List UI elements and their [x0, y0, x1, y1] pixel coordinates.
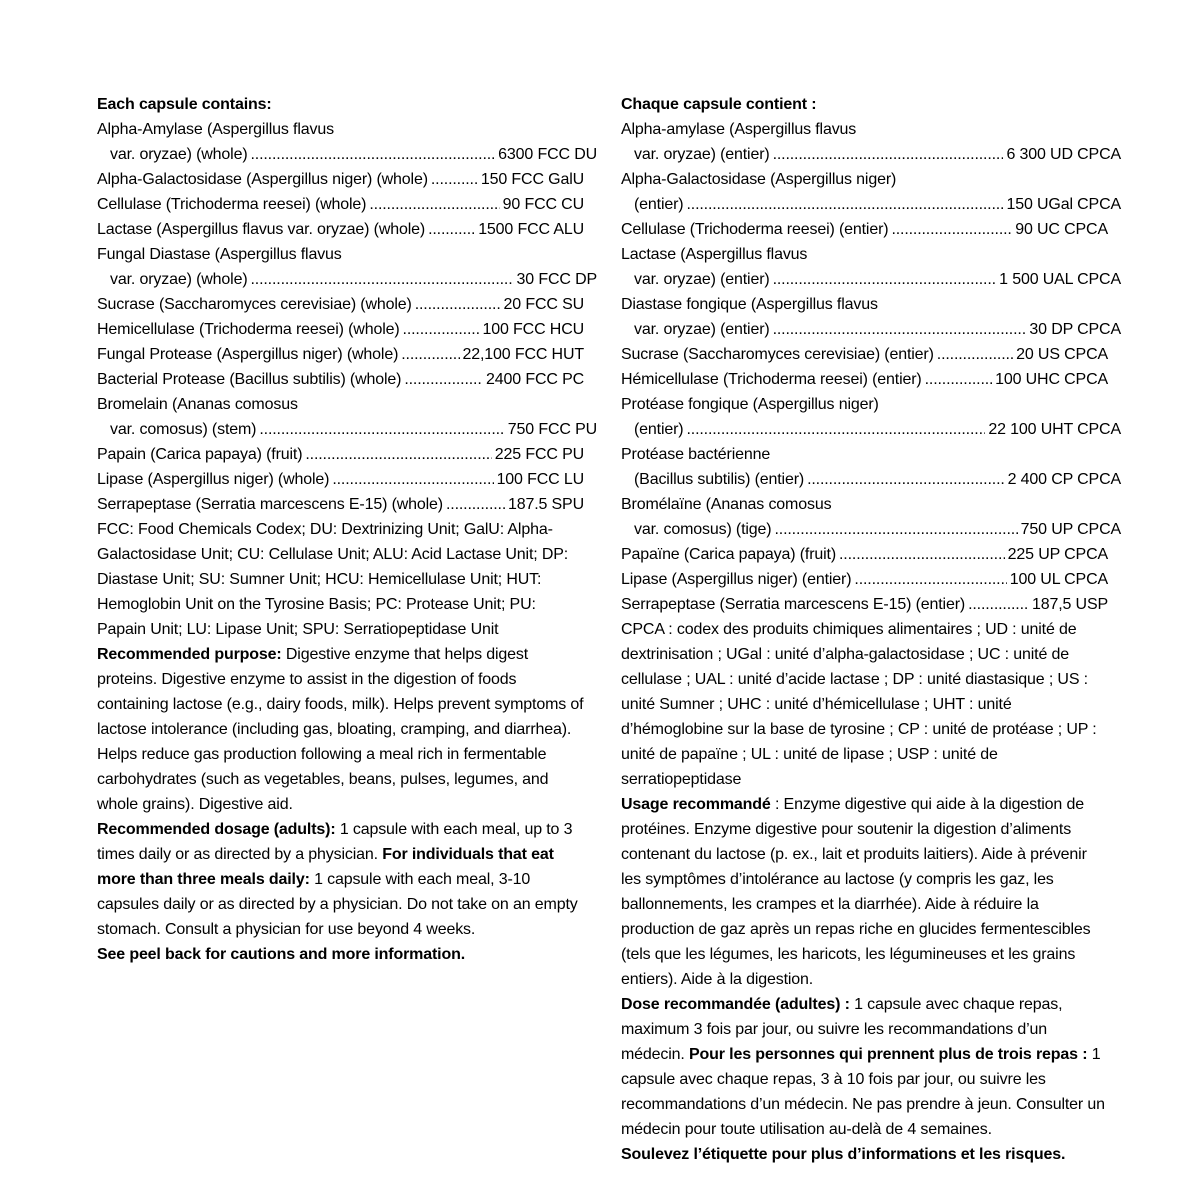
ingredient-name-line1: Alpha-Galactosidase (Aspergillus niger): [621, 171, 897, 188]
info-paragraph: [97, 642, 584, 817]
ingredient-value: 20 US CPCA: [1016, 346, 1108, 363]
ingredient-value: 100 UL CPCA: [1009, 571, 1108, 588]
dot-leader: [854, 567, 1006, 592]
ingredient-name: Hémicellulase (Trichoderma reesei) (entier): [621, 371, 922, 388]
dot-leader: [259, 417, 504, 442]
ingredient-value: 30 FCC DP: [516, 271, 597, 288]
ingredient-name: Serrapeptase (Serratia marcescens E-15) (entier): [621, 596, 966, 613]
ingredient-name-line1: Diastase fongique (Aspergillus flavus: [621, 296, 878, 313]
ingredient-name-line1: Alpha-amylase (Aspergillus flavus: [621, 121, 857, 138]
ingredient-value: 100 FCC HCU: [482, 321, 584, 338]
paragraph-bold-segment: See peel back for cautions and more information.: [97, 946, 465, 963]
ingredient-leader-line: [621, 467, 1121, 492]
ingredient-row: [621, 342, 1108, 367]
ingredient-name: var. oryzae) (entier): [634, 146, 770, 163]
ingredient-list-fr: [621, 117, 1121, 617]
paragraph-text-segment: Digestive enzyme that helps digest proteins. Digestive enzyme to assist in the digestion of foods containing lactose (e.g., dairy foods, milk). Helps prevent symptoms of lactose intolerance (including gas, bloating, cramping, and diarrhea). Helps reduce gas production following a meal rich in fermentable carbohydrates (such as vegetables, beans, pulses, legumes, and whole grains). Digestive aid.: [97, 646, 584, 813]
ingredient-value: 2 400 CP CPCA: [1007, 471, 1121, 488]
dot-leader: [305, 442, 491, 467]
ingredient-name-line1: Bromélaïne (Ananas comosus: [621, 496, 832, 513]
ingredient-leader-line: [621, 417, 1121, 442]
column-heading-fr: Chaque capsule contient :: [621, 96, 817, 113]
ingredient-name: Alpha-Galactosidase (Aspergillus niger) (whole): [97, 171, 428, 188]
paragraph-bold-segment: Pour les personnes qui prennent plus de trois repas :: [689, 1046, 1092, 1063]
info-paragraphs-fr: [621, 792, 1108, 1167]
ingredient-leader-line: [621, 567, 1108, 592]
ingredient-row: [621, 367, 1108, 392]
dot-leader: [686, 192, 1003, 217]
ingredient-name-line1: Protéase bactérienne: [621, 446, 771, 463]
ingredient-leader-line: [97, 342, 584, 367]
ingredient-row: [97, 292, 584, 317]
ingredient-row: [97, 342, 584, 367]
ingredient-name-line1: Protéase fongique (Aspergillus niger): [621, 396, 879, 413]
dot-leader: [775, 517, 1018, 542]
ingredient-name-line1: Bromelain (Ananas comosus: [97, 396, 298, 413]
paragraph-text-segment: 1 capsule with each meal, up to 3 times daily or as directed by a physician.: [97, 821, 573, 863]
ingredient-value: 1500 FCC ALU: [478, 221, 584, 238]
ingredient-row: [97, 467, 584, 492]
ingredient-value: 6 300 UD CPCA: [1006, 146, 1121, 163]
paragraph-text-segment: 1 capsule with each meal, 3-10 capsules daily or as directed by a physician. Do not take on an empty stomach. Consult a physician for use beyond 4 weeks.: [97, 871, 578, 938]
ingredient-row: [97, 192, 584, 217]
ingredient-row: [97, 217, 584, 242]
ingredient-row: [97, 392, 597, 442]
dot-leader: [807, 467, 1005, 492]
ingredient-row: [97, 442, 584, 467]
dot-leader: [251, 267, 514, 292]
dot-leader: [431, 167, 478, 192]
dot-leader: [937, 342, 1013, 367]
ingredient-leader-line: [621, 542, 1108, 567]
paragraph-bold-segment: Soulevez l’étiquette pour plus d’informations et les risques.: [621, 1146, 1066, 1163]
ingredient-value: 100 FCC LU: [496, 471, 584, 488]
ingredient-leader-line: [97, 267, 597, 292]
ingredient-row: [621, 117, 1121, 167]
ingredient-leader-line: [97, 192, 584, 217]
ingredient-value: 225 UP CPCA: [1007, 546, 1108, 563]
dot-leader: [446, 492, 505, 517]
ingredient-row: [621, 592, 1108, 617]
ingredient-name: var. oryzae) (entier): [634, 321, 770, 338]
paragraph-bold-segment: Recommended purpose:: [97, 646, 286, 663]
paragraph-bold-segment: For individuals that eat more than three meals daily:: [97, 846, 554, 888]
ingredient-leader-line: [621, 217, 1108, 242]
dot-leader: [891, 217, 1012, 242]
ingredient-value: 150 UGal CPCA: [1006, 196, 1121, 213]
ingredient-row: [97, 317, 584, 342]
paragraph-bold-segment: Recommended dosage (adults):: [97, 821, 340, 838]
ingredient-leader-line: [97, 442, 584, 467]
ingredient-value: 20 FCC SU: [503, 296, 584, 313]
ingredient-name: Fungal Protease (Aspergillus niger) (whole): [97, 346, 399, 363]
ingredient-value: 22,100 FCC HUT: [462, 346, 584, 363]
ingredient-row: [621, 492, 1121, 542]
ingredient-row: [97, 367, 584, 392]
ingredient-leader-line: [97, 317, 584, 342]
ingredient-name: Cellulase (Trichoderma reesei) (whole): [97, 196, 367, 213]
paragraph-text-segment: 1 capsule avec chaque repas, maximum 3 fois par jour, ou suivre les recommandations d’un médecin.: [621, 996, 1063, 1063]
ingredient-row: [621, 567, 1108, 592]
ingredient-value: 100 UHC CPCA: [995, 371, 1108, 388]
ingredient-name: (entier): [634, 196, 684, 213]
ingredient-row: [97, 167, 584, 192]
ingredient-leader-line: [97, 467, 584, 492]
ingredient-leader-line: [97, 417, 597, 442]
column-heading-en: Each capsule contains:: [97, 96, 272, 113]
dot-leader: [925, 367, 992, 392]
ingredient-leader-line: [621, 142, 1121, 167]
ingredient-name: Lactase (Aspergillus flavus var. oryzae) (whole): [97, 221, 426, 238]
ingredient-value: 22 100 UHT CPCA: [988, 421, 1121, 438]
paragraph-bold-segment: Dose recommandée (adultes) :: [621, 996, 855, 1013]
ingredient-name: Papain (Carica papaya) (fruit): [97, 446, 303, 463]
dot-leader: [686, 417, 985, 442]
ingredient-value: 150 FCC GalU: [480, 171, 584, 188]
dot-leader: [415, 292, 501, 317]
ingredient-value: 1 500 UAL CPCA: [999, 271, 1121, 288]
dot-leader: [773, 317, 1027, 342]
ingredient-row: [621, 167, 1121, 217]
paragraph-text-segment: 1 capsule avec chaque repas, 3 à 10 fois par jour, ou suivre les recommandations d’un médecin. Ne pas prendre à jeun. Consulter un médecin pour toute utilisation au-delà de 4 semaines.: [621, 1046, 1105, 1138]
ingredient-name: Lipase (Aspergillus niger) (entier): [621, 571, 852, 588]
ingredient-leader-line: [621, 367, 1108, 392]
ingredient-name: Bacterial Protease (Bacillus subtilis) (whole): [97, 371, 402, 388]
paragraph-text-segment: : Enzyme digestive qui aide à la digestion de protéines. Enzyme digestive pour soutenir la digestion d’aliments contenant du lactose (p. ex., lait et produits laitiers). Aide à prévenir les symptômes d’intolérance au lactose (y compris les gaz, les ballonnements, les crampes et la diarrhée). Aide à réduire la production de gaz après un repas riche en glucides fermentescibles (tels que les légumes, les haricots, les légumineuses et les grains entiers). Aide à la digestion.: [621, 796, 1091, 988]
ingredient-leader-line: [97, 167, 584, 192]
ingredient-leader-line: [621, 267, 1121, 292]
ingredient-value: 225 FCC PU: [494, 446, 584, 463]
ingredient-name-line1: Alpha-Amylase (Aspergillus flavus: [97, 121, 334, 138]
dot-leader: [401, 342, 459, 367]
ingredient-row: [621, 442, 1121, 492]
ingredient-leader-line: [97, 367, 584, 392]
info-paragraph: [621, 792, 1108, 992]
ingredient-row: [621, 217, 1108, 242]
english-column: [97, 92, 597, 1167]
ingredient-name: Hemicellulase (Trichoderma reesei) (whole): [97, 321, 400, 338]
ingredient-value: 90 UC CPCA: [1015, 221, 1108, 238]
info-paragraph: [97, 817, 584, 942]
ingredient-leader-line: [621, 342, 1108, 367]
paragraph-bold-segment: Usage recommandé: [621, 796, 771, 813]
ingredient-leader-line: [621, 517, 1121, 542]
french-column: [621, 92, 1121, 1167]
ingredient-leader-line: [97, 292, 584, 317]
ingredient-name: var. oryzae) (entier): [634, 271, 770, 288]
dot-leader: [369, 192, 499, 217]
info-paragraph: [97, 942, 584, 967]
ingredient-value: 750 FCC PU: [507, 421, 597, 438]
ingredient-row: [621, 392, 1121, 442]
dot-leader: [968, 592, 1029, 617]
ingredient-leader-line: [97, 217, 584, 242]
ingredient-leader-line: [621, 317, 1121, 342]
ingredient-row: [621, 542, 1108, 567]
ingredient-name: var. oryzae) (whole): [110, 146, 248, 163]
dot-leader: [403, 317, 480, 342]
ingredient-value: 90 FCC CU: [502, 196, 584, 213]
label-columns: [97, 92, 1121, 1167]
ingredient-row: [97, 117, 597, 167]
dot-leader: [404, 367, 483, 392]
ingredient-row: [621, 242, 1121, 292]
ingredient-name: Papaïne (Carica papaya) (fruit): [621, 546, 837, 563]
info-paragraph: [621, 992, 1108, 1142]
ingredient-name: Sucrase (Saccharomyces cerevisiae) (whole): [97, 296, 412, 313]
ingredient-leader-line: [97, 142, 597, 167]
ingredient-value: 2400 FCC PC: [486, 371, 584, 388]
ingredient-name: Cellulase (Trichoderma reesei) (entier): [621, 221, 889, 238]
ingredient-name-line1: Fungal Diastase (Aspergillus flavus: [97, 246, 342, 263]
ingredient-name-line1: Lactase (Aspergillus flavus: [621, 246, 808, 263]
ingredient-name: (Bacillus subtilis) (entier): [634, 471, 805, 488]
ingredient-name: Sucrase (Saccharomyces cerevisiae) (entier): [621, 346, 934, 363]
ingredient-name: var. oryzae) (whole): [110, 271, 248, 288]
ingredient-value: 187.5 SPU: [507, 496, 584, 513]
info-paragraphs-en: [97, 642, 584, 967]
ingredient-row: [97, 492, 584, 517]
ingredient-leader-line: [621, 192, 1121, 217]
info-paragraph: [621, 1142, 1108, 1167]
ingredient-leader-line: [97, 492, 584, 517]
dot-leader: [773, 142, 1004, 167]
ingredient-value: 6300 FCC DU: [498, 146, 597, 163]
ingredient-row: [97, 242, 597, 292]
ingredient-name: var. comosus) (stem): [110, 421, 257, 438]
unit-legend-fr: CPCA : codex des produits chimiques alimentaires ; UD : unité de dextrinisation ; UGal : unité d’alpha-galactosidase ; UC : unité de cellulase ; UAL : unité d’acide lactase ; DP : unité diastasique ; US : unité Sumner ; UHC : unité d’hémicellulase ; UHT : unité d’hémoglobine sur la base de tyrosine ; CP : unité de protéase ; UP : unité de papaïne ; UL : unité de lipase ; USP : unité de serratiopeptidase: [621, 621, 1097, 788]
ingredient-name: Lipase (Aspergillus niger) (whole): [97, 471, 330, 488]
ingredient-leader-line: [621, 592, 1108, 617]
ingredient-value: 750 UP CPCA: [1020, 521, 1121, 538]
dot-leader: [251, 142, 496, 167]
dot-leader: [773, 267, 997, 292]
dot-leader: [428, 217, 475, 242]
dot-leader: [839, 542, 1005, 567]
ingredient-name: Serrapeptase (Serratia marcescens E-15) (whole): [97, 496, 443, 513]
ingredient-list-en: [97, 117, 597, 517]
ingredient-value: 187,5 USP: [1031, 596, 1108, 613]
dot-leader: [332, 467, 493, 492]
ingredient-row: [621, 292, 1121, 342]
ingredient-name: (entier): [634, 421, 684, 438]
ingredient-value: 30 DP CPCA: [1029, 321, 1121, 338]
ingredient-name: var. comosus) (tige): [634, 521, 772, 538]
unit-legend-en: FCC: Food Chemicals Codex; DU: Dextrinizing Unit; GalU: Alpha-Galactosidase Unit; CU: Cellulase Unit; ALU: Acid Lactase Unit; DP: Diastase Unit; SU: Sumner Unit; HCU: Hemicellulase Unit; HUT: Hemoglobin Unit on the Tyrosine Basis; PC: Protease Unit; PU: Papain Unit; LU: Lipase Unit; SPU: Serratiopeptidase Unit: [97, 521, 569, 638]
